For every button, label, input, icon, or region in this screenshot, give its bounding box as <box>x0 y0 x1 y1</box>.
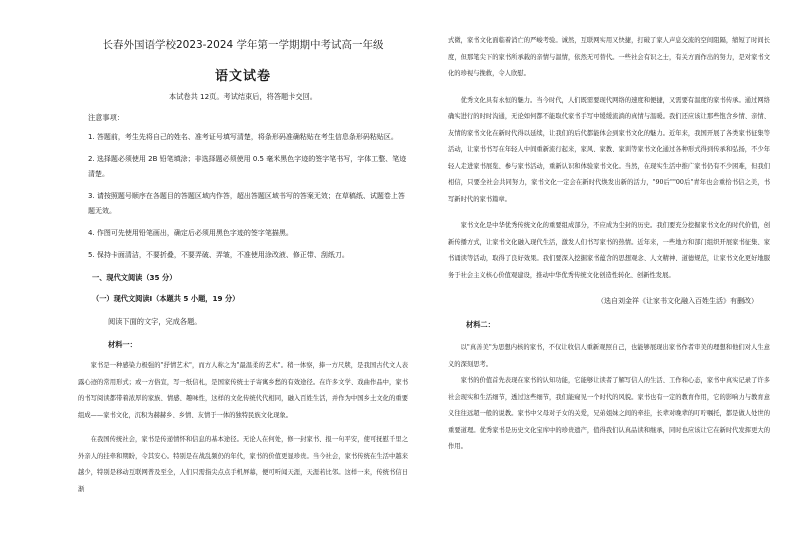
note-item: 2. 选择题必须使用 2B 铅笔填涂；非选择题必须使用 0.5 毫米黑色字迹的签字笔书写，字体工整、笔迹清楚。 <box>88 155 407 178</box>
note-item: 4. 作图可先使用铅笔画出，确定后必须用黑色字迹的签字笔描黑。 <box>88 229 293 237</box>
left-column <box>78 0 408 560</box>
section-heading: 一、现代文阅读（35 分） <box>92 273 177 282</box>
exam-info: 本试卷共 12页。考试结束后，将答题卡交回。 <box>169 92 317 101</box>
right-column <box>448 0 770 560</box>
note-item: 5. 保持卡面清洁，不要折叠，不要弄破、弄皱，不准使用涂改液、修正带、刮纸刀。 <box>88 251 349 259</box>
exam-title: 长春外国语学校2023-2024 学年第一学期期中考试高一年级 <box>102 39 384 51</box>
material-two-paragraph: 以"真善美"为思想内核的家书，不仅让收信人重新观照自己，也能够展现出家书作者审美的理想和他们对人生意义的深刻思考。 <box>448 344 770 368</box>
material-one-paragraph: 家书是一种感染力极强的"抒情艺术"，而方人称之为"最温柔的艺术"。稍一体察，捧一方尺牍，是我国古代文人表露心迹的常用形式；或一方俗宣，写一纸信札，是国家传统士子寄寓乡愁的有效途径。在许多文学、戏曲作品中，家书的书写阅读都带着浓厚的家族、情感、趣味性，这样的文化传统代代相同，融入百姓生活，并作为中国乡土文化的重要组成——家书文化，沉积为赫赫乡、乡情、友情于一体的独特民族文化现象。 <box>78 362 408 419</box>
material-one-continued-paragraph: 式微，家书文化面临着消亡的严峻考验。诚然，互联网实用又快捷，打破了家人声息交流的空间阻隔，缩短了时间长度，但那笔尖下的家书所承载的亲情与温情，依然无可替代。一些社会有识之士，有关方面作出的努力，是对家书文化的珍视与挽救，令人欣慰。 <box>448 37 770 77</box>
subsection-heading: （一）现代文阅读Ⅰ（本题共 5 小题，19 分） <box>92 294 240 303</box>
material-one-continued-paragraph: 优秀文化具有永恒的魅力。当今时代，人们既需要现代网络的速度和便捷，又需要有温度的家书传承。通过网络确实进行的时时沟通，无论如何都不能取代家书手写中缓缓流淌的真情与温暖。我们还应该让那些饱含乡情、亲情、友情的家书文化在新时代得以延续，让我们的后代都能体会到家书文化的魅力。近年来，我国开展了各类家书征集等活动，让家书书写在年轻人中间重新流行起来，家风、家教、家训等家书文化通过各种形式得到传承和弘扬，不少年轻人走进家书展览、参与家书活动，重新认识和体验家书文化。当然，在现实生活中推广家书仍有不少困难，但我们相信，只要全社会共同努力，家书文化一定会在新时代焕发出新的活力，"90后""00后"青年也会重拾书信之美，书写新时代的家书篇章。 <box>448 96 770 203</box>
notes-heading: 注意事项： <box>88 113 124 122</box>
material-one-source: （选自刘金祥《让家书文化融入百姓生活》有删改） <box>597 297 758 305</box>
note-item: 3. 请按照题号顺序在各题目的答题区域内作答，超出答题区域书写的答案无效；在草稿纸、试题卷上答题无效。 <box>88 192 405 215</box>
reading-instruction: 阅读下面的文字，完成各题。 <box>108 317 202 326</box>
material-one-paragraph: 在我国传统社会，家书是传递情怀和信息的基本途径。无论人在何处，修一封家书、报一句平安，使可抚慰千里之外亲人的挂牵和期盼，令其安心。特别是在战乱频仍的年代，家书的价值更显珍贵。当今社会，家书传统在生活中越来越少，特别是移动互联网普及至全，人们只需指尖点点手机屏幕，便可听闻天涯，天涯若比邻。这样一来，传统书信日渐 <box>78 436 408 493</box>
material-two-paragraph: 家书的价值首先表现在家书的认知功能，它能够让读者了解写信人的生活、工作和心态，家书中真实记录了许多社会现实和生活细节，透过这些细节，我们能窥见一个时代的风貌。家书也有一定的教育作用，它的影响力与教育意义往往远超一般的说教。家书中父母对子女的关爱，兄弟姐妹之间的牵挂，长辈对晚辈的叮咛嘱托，都是做人处世的重要道理。优秀家书是历史文化宝库中的珍贵遗产，值得我们认真品读和继承，同时也应该让它在新时代发挥更大的作用。 <box>448 377 770 450</box>
material-one-continued-paragraph: 家书文化是中华优秀传统文化的重要组成部分，不应成为尘封的历史。我们要充分挖掘家书文化的时代价值，创新传播方式，让家书文化融入现代生活，激发人们书写家书的热情。近年来，一些地方和部门组织开展家书征集、家书诵读等活动，取得了良好效果。我们要深入挖掘家书蕴含的思想观念、人文精神、道德规范，让家书文化更好地服务于社会主义核心价值观建设，推动中华优秀传统文化创造性转化、创新性发展。 <box>448 222 770 279</box>
material-one-label: 材料一： <box>108 340 137 349</box>
note-item: 1. 答题前，考生先将自己的姓名、准考证号填写清楚，将条形码准确粘贴在考生信息条形码粘贴区。 <box>88 133 398 141</box>
material-two-label: 材料二： <box>466 320 495 329</box>
subject-title: 语文试卷 <box>214 69 271 84</box>
